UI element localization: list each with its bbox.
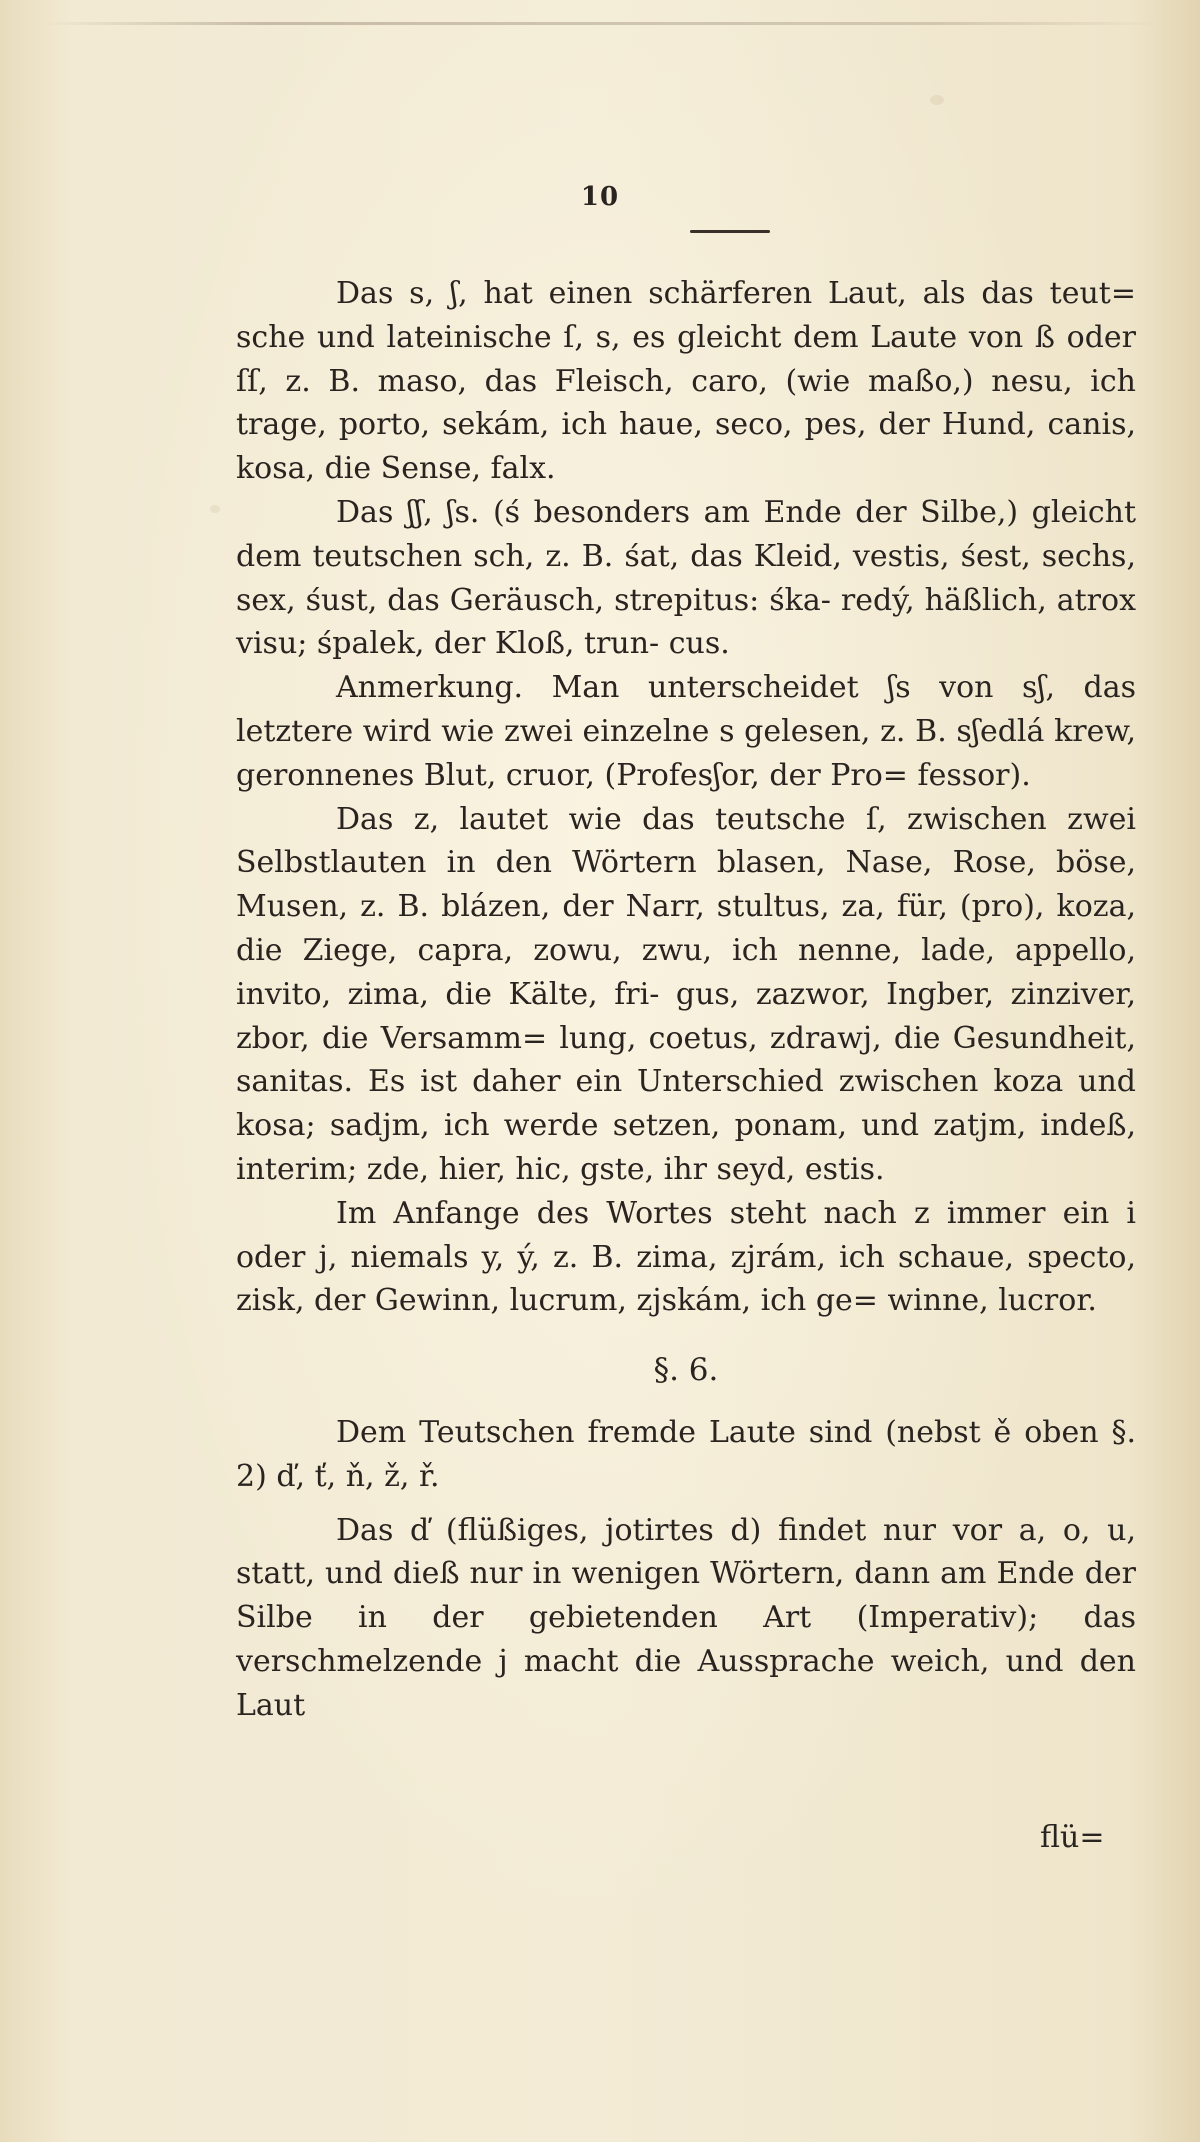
catchword: flü= bbox=[1040, 1820, 1105, 1855]
paragraph-foreign-sounds bbox=[236, 1411, 1136, 1499]
text-line: Ende der Silbe in der gebietenden Art (Imperativ); das bbox=[236, 1556, 1136, 1636]
text-line: krew, geronnenes Blut, cruor, (Profesʃor, der Pro= bbox=[236, 713, 1136, 793]
text-line: böse, Musen, z. B. blázen, der Narr, stultus, za, bbox=[236, 845, 1136, 925]
text-line: Das s, ʃ, hat einen schärferen Laut, als das teut= bbox=[336, 276, 1136, 311]
text-line: gleicht dem teutschen sch, z. B. śat, das Kleid, vestis, bbox=[236, 494, 1136, 574]
text-line: Hund, canis, kosa, die Sense, falx. bbox=[236, 407, 1136, 487]
text-line: fessor). bbox=[917, 757, 1031, 793]
page-number: 10 bbox=[580, 182, 620, 212]
text-line: zde, hier, hic, gste, ihr seyd, estis. bbox=[366, 1151, 885, 1187]
paper-stain bbox=[210, 505, 220, 513]
text-line: Selbstlauten in den Wörtern blasen, Nase, Rose, bbox=[236, 845, 1057, 881]
text-line: ď, ť, ň, ž, ř. bbox=[276, 1458, 440, 1494]
text-line: Dem Teutschen fremde Laute sind (nebst ě oben §. 2) bbox=[236, 1414, 1136, 1494]
text-line: Das ď (flüßiges, jotirtes d) findet nur vor a, o, bbox=[336, 1512, 1108, 1548]
text-line: Im Anfange des Wortes steht nach z immer ein i bbox=[336, 1195, 1136, 1231]
header-rule bbox=[690, 230, 770, 233]
text-line: lung, coetus, zdrawj, die Gesundheit, sanitas. Es ist bbox=[236, 1020, 1137, 1100]
text-line: Das z, lautet wie das teutsche ſ, zwischen zwei bbox=[336, 801, 1136, 837]
paragraph-anmerkung bbox=[236, 666, 1136, 797]
paper-stain bbox=[930, 95, 944, 105]
paragraph-gap bbox=[236, 1499, 1136, 1509]
text-line: redý, häßlich, atrox visu; śpalek, der Kloß, trun- bbox=[236, 582, 1137, 662]
paragraph-d-sound bbox=[236, 1509, 1136, 1728]
text-line: śest, sechs, sex, śust, das Geräusch, strepitus: śka- bbox=[236, 538, 1136, 618]
text-line: specto, zisk, der Gewinn, lucrum, zjskám, ich ge= bbox=[236, 1239, 1136, 1319]
text-line: daher ein Unterschied zwischen koza und kosa; sadjm, bbox=[236, 1064, 1136, 1144]
text-line: Das ʃʃ, ʃs. (ś besonders am Ende der Silbe,) bbox=[336, 494, 1032, 530]
text-line: nenne, lade, appello, invito, zima, die Kälte, fri- bbox=[236, 932, 1137, 1012]
text-line: sche und lateinische ſ, s, es gleicht dem Laute von ß oder bbox=[236, 319, 1136, 355]
paragraph-s-sound bbox=[236, 272, 1136, 491]
text-line: für, (pro), koza, die Ziege, capra, zowu, zwu, ich bbox=[236, 889, 1136, 968]
paragraph-ss-sound bbox=[236, 491, 1136, 666]
text-line: ich trage, porto, sekám, ich haue, seco, pes, der bbox=[236, 363, 1136, 443]
section-heading: §. 6. bbox=[653, 1352, 719, 1389]
text-line: Anmerkung. Man unterscheidet ʃs von sʃ, das bbox=[336, 670, 1136, 706]
text-line: verschmelzende j macht die Aussprache weich, und den Laut bbox=[236, 1643, 1136, 1723]
page-top-edge bbox=[40, 22, 1160, 25]
text-line: cus. bbox=[668, 626, 730, 662]
paragraph-word-start bbox=[236, 1192, 1136, 1323]
text-line: ſſ, z. B. maso, das Fleisch, caro, (wie maßo,) nesu, bbox=[236, 363, 1091, 399]
paragraph-z-sound bbox=[236, 798, 1136, 1192]
text-line: gus, zazwor, Ingber, zinziver, zbor, die Versamm= bbox=[236, 976, 1136, 1056]
text-line: oder j, niemals y, ý, z. B. zima, zjrám, ich schaue, bbox=[236, 1239, 1028, 1275]
text-line: letztere wird wie zwei einzelne s gelesen, z. B. sʃedlá bbox=[236, 713, 1055, 749]
text-line: winne, lucror. bbox=[887, 1283, 1097, 1319]
text-line: u, statt, und dieß nur in wenigen Wörtern, dann am bbox=[236, 1512, 1136, 1592]
text-line: ich werde setzen, ponam, und zatjm, indeß, interim; bbox=[236, 1108, 1136, 1187]
body-text bbox=[236, 272, 1136, 1728]
